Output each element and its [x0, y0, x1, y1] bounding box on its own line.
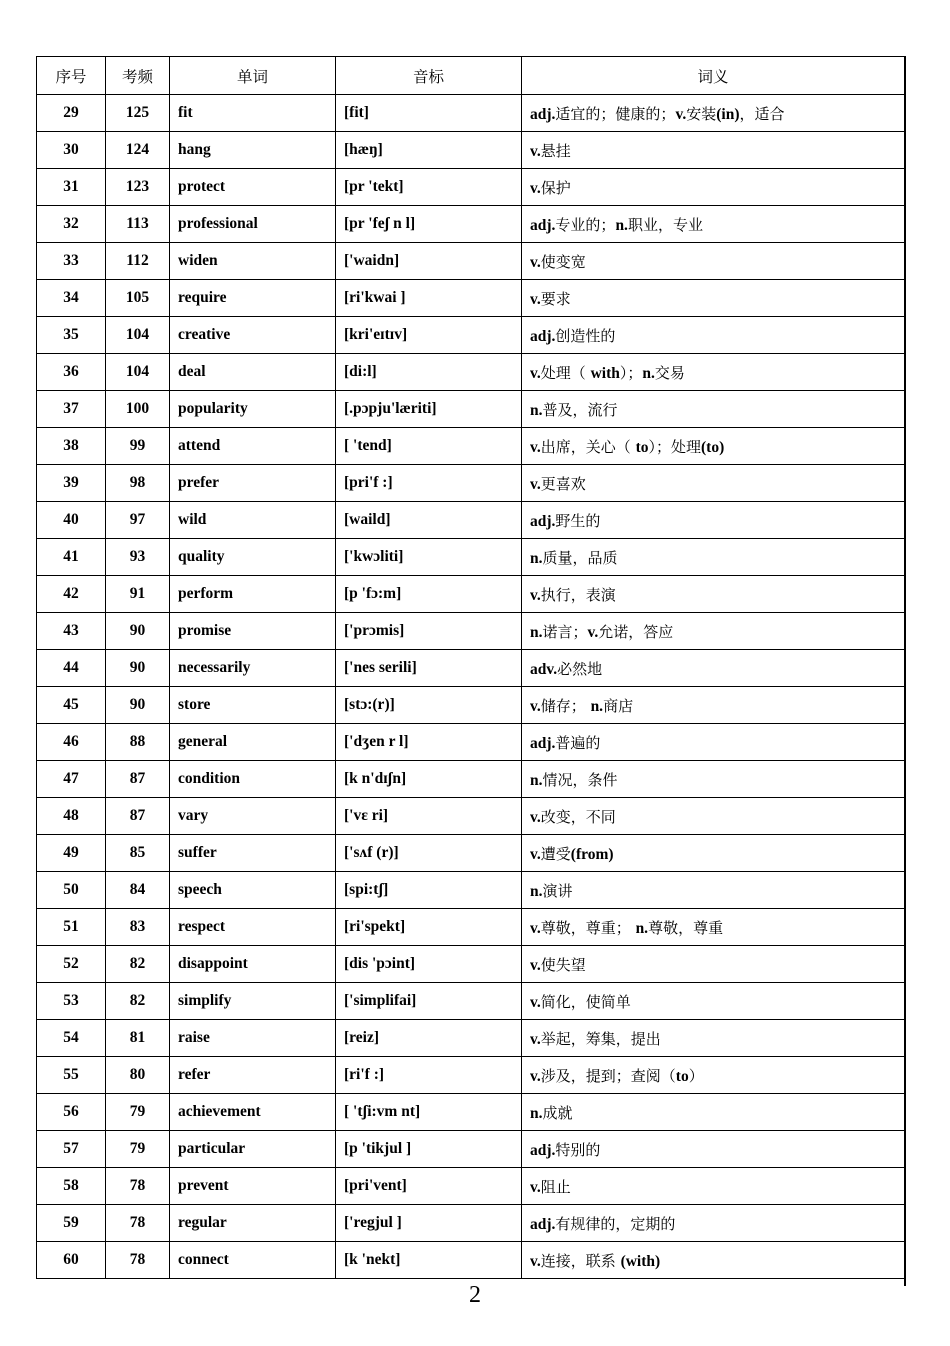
row-word: deal: [170, 354, 336, 391]
table-row: [37, 95, 905, 132]
part-of-speech: n.: [530, 882, 543, 900]
row-word: popularity: [170, 391, 336, 428]
row-index: 45: [37, 687, 106, 724]
row-phonetic: [fit]: [336, 95, 522, 132]
part-of-speech: n.: [530, 771, 543, 789]
row-word: simplify: [170, 983, 336, 1020]
definition-text: 成就: [542, 1103, 573, 1122]
table-row: [37, 946, 905, 983]
definition-text: 质量，品质: [542, 548, 618, 567]
row-index: 31: [37, 169, 106, 206]
row-definition: [522, 1242, 905, 1279]
row-index: 35: [37, 317, 106, 354]
definition-text: 必然地: [557, 659, 603, 678]
row-frequency: 93: [106, 539, 170, 576]
definition-latin-text: (in): [716, 105, 740, 123]
row-definition: [522, 576, 905, 613]
definition-text: 阻止: [540, 1177, 571, 1196]
row-frequency: 113: [106, 206, 170, 243]
definition-latin-text: with: [590, 364, 620, 382]
table-row: [37, 1242, 905, 1279]
row-index: 41: [37, 539, 106, 576]
row-word: speech: [170, 872, 336, 909]
row-index: 30: [37, 132, 106, 169]
part-of-speech: v.: [530, 142, 541, 160]
header-definition: 词义: [522, 57, 905, 95]
row-word: perform: [170, 576, 336, 613]
row-frequency: 105: [106, 280, 170, 317]
definition-text: 专业的；: [555, 215, 616, 234]
row-word: respect: [170, 909, 336, 946]
row-phonetic: [waild]: [336, 502, 522, 539]
row-phonetic: [p 'fɔ:m]: [336, 576, 522, 613]
row-definition: [522, 909, 905, 946]
row-definition: [522, 835, 905, 872]
definition-text: 情况，条件: [542, 770, 618, 789]
row-definition: [522, 465, 905, 502]
row-phonetic: [pr 'feʃ n l]: [336, 206, 522, 243]
definition-text: 普遍的: [555, 733, 601, 752]
row-word: regular: [170, 1205, 336, 1242]
definition-latin-text: to: [635, 438, 649, 456]
row-definition: [522, 539, 905, 576]
row-frequency: 85: [106, 835, 170, 872]
row-index: 56: [37, 1094, 106, 1131]
definition-latin-text: (from): [570, 845, 614, 863]
row-index: 47: [37, 761, 106, 798]
table-row: [37, 465, 905, 502]
header-index: 序号: [37, 57, 106, 95]
part-of-speech: v.: [530, 475, 541, 493]
row-word: suffer: [170, 835, 336, 872]
row-frequency: 100: [106, 391, 170, 428]
row-frequency: 82: [106, 983, 170, 1020]
row-definition: [522, 1205, 905, 1242]
row-frequency: 82: [106, 946, 170, 983]
row-frequency: 123: [106, 169, 170, 206]
definition-latin-text: (to): [701, 438, 725, 456]
row-word: achievement: [170, 1094, 336, 1131]
definition-text: 职业，专业: [627, 215, 703, 234]
part-of-speech: adj.: [530, 1215, 556, 1233]
row-phonetic: [di:l]: [336, 354, 522, 391]
row-word: quality: [170, 539, 336, 576]
part-of-speech: n.: [530, 1104, 543, 1122]
row-phonetic: [reiz]: [336, 1020, 522, 1057]
definition-text: ）；处理: [648, 437, 701, 456]
part-of-speech: v.: [530, 1178, 541, 1196]
definition-text: 创造性的: [555, 326, 616, 345]
row-definition: [522, 391, 905, 428]
table-header-row: [37, 57, 905, 95]
definition-text: 储存；: [540, 696, 591, 715]
row-frequency: 80: [106, 1057, 170, 1094]
vocabulary-table: [36, 56, 905, 1279]
part-of-speech: adj.: [530, 734, 556, 752]
table-row: [37, 909, 905, 946]
row-frequency: 78: [106, 1242, 170, 1279]
row-frequency: 78: [106, 1205, 170, 1242]
part-of-speech: n.: [590, 697, 604, 715]
row-frequency: 91: [106, 576, 170, 613]
row-index: 60: [37, 1242, 106, 1279]
row-index: 50: [37, 872, 106, 909]
part-of-speech: adj.: [530, 105, 556, 123]
row-index: 39: [37, 465, 106, 502]
row-index: 46: [37, 724, 106, 761]
row-phonetic: [pri'vent]: [336, 1168, 522, 1205]
row-index: 54: [37, 1020, 106, 1057]
definition-text: 普及，流行: [542, 400, 618, 419]
part-of-speech: v.: [530, 586, 541, 604]
row-word: professional: [170, 206, 336, 243]
table-row: [37, 391, 905, 428]
vocabulary-page: [36, 56, 904, 1279]
table-row: [37, 798, 905, 835]
row-word: vary: [170, 798, 336, 835]
part-of-speech: v.: [530, 1252, 541, 1270]
table-row: [37, 1094, 905, 1131]
table-row: [37, 317, 905, 354]
row-phonetic: [p 'tikjul ]: [336, 1131, 522, 1168]
definition-text: 改变，不同: [540, 807, 616, 826]
row-frequency: 97: [106, 502, 170, 539]
row-definition: [522, 317, 905, 354]
row-index: 44: [37, 650, 106, 687]
header-phonetic: 音标: [336, 57, 522, 95]
table-row: [37, 835, 905, 872]
definition-latin-text: to: [675, 1067, 689, 1085]
row-index: 48: [37, 798, 106, 835]
row-word: store: [170, 687, 336, 724]
table-row: [37, 169, 905, 206]
row-frequency: 90: [106, 687, 170, 724]
row-index: 34: [37, 280, 106, 317]
row-word: connect: [170, 1242, 336, 1279]
table-row: [37, 613, 905, 650]
table-row: [37, 1168, 905, 1205]
row-frequency: 112: [106, 243, 170, 280]
table-row: [37, 724, 905, 761]
part-of-speech: n.: [615, 216, 628, 234]
row-frequency: 124: [106, 132, 170, 169]
part-of-speech: v.: [530, 993, 541, 1011]
part-of-speech: v.: [530, 1067, 541, 1085]
row-definition: [522, 280, 905, 317]
part-of-speech: adv.: [530, 660, 558, 678]
definition-text: 使变宽: [540, 252, 586, 271]
table-row: [37, 354, 905, 391]
definition-text: 交易: [654, 363, 685, 382]
row-index: 32: [37, 206, 106, 243]
table-row: [37, 576, 905, 613]
row-definition: [522, 1094, 905, 1131]
row-phonetic: ['sʌf (r)]: [336, 835, 522, 872]
row-index: 49: [37, 835, 106, 872]
definition-text: 举起，筹集，提出: [540, 1029, 661, 1048]
right-border-line: [904, 56, 906, 1286]
part-of-speech: adj.: [530, 216, 556, 234]
row-index: 57: [37, 1131, 106, 1168]
header-frequency: 考频: [106, 57, 170, 95]
row-word: particular: [170, 1131, 336, 1168]
row-index: 38: [37, 428, 106, 465]
row-index: 37: [37, 391, 106, 428]
definition-text: 涉及，提到；查阅（: [540, 1066, 676, 1085]
definition-text: 更喜欢: [540, 474, 586, 493]
page-number: 2: [469, 1282, 481, 1308]
row-phonetic: [.pɔpju'læriti]: [336, 391, 522, 428]
part-of-speech: v.: [530, 438, 541, 456]
header-word: 单词: [170, 57, 336, 95]
row-phonetic: [kri'eɪtɪv]: [336, 317, 522, 354]
row-definition: [522, 1168, 905, 1205]
definition-text: 保护: [540, 178, 571, 197]
table-row: [37, 1057, 905, 1094]
row-phonetic: ['simplifai]: [336, 983, 522, 1020]
row-index: 55: [37, 1057, 106, 1094]
part-of-speech: v.: [530, 697, 541, 715]
row-definition: [522, 983, 905, 1020]
row-phonetic: [stɔ:(r)]: [336, 687, 522, 724]
row-word: require: [170, 280, 336, 317]
row-frequency: 98: [106, 465, 170, 502]
part-of-speech: v.: [530, 364, 541, 382]
definition-text: 处理（: [540, 363, 591, 382]
row-word: promise: [170, 613, 336, 650]
definition-text: 演讲: [542, 881, 573, 900]
part-of-speech: v.: [675, 105, 687, 123]
table-row: [37, 206, 905, 243]
row-index: 58: [37, 1168, 106, 1205]
row-word: general: [170, 724, 336, 761]
definition-text: 有规律的，定期的: [555, 1214, 676, 1233]
row-phonetic: [pr 'tekt]: [336, 169, 522, 206]
row-frequency: 125: [106, 95, 170, 132]
row-definition: [522, 1020, 905, 1057]
definition-text: 允诺，答应: [598, 622, 674, 641]
definition-text: 要求: [540, 289, 571, 308]
table-row: [37, 428, 905, 465]
row-index: 53: [37, 983, 106, 1020]
part-of-speech: v.: [530, 919, 541, 937]
row-phonetic: [ri'f :]: [336, 1057, 522, 1094]
row-phonetic: [spi:tʃ]: [336, 872, 522, 909]
definition-text: 特别的: [555, 1140, 601, 1159]
row-frequency: 78: [106, 1168, 170, 1205]
row-word: condition: [170, 761, 336, 798]
row-phonetic: ['kwɔliti]: [336, 539, 522, 576]
part-of-speech: n.: [530, 549, 543, 567]
definition-text: 使失望: [540, 955, 586, 974]
definition-text: ）；: [619, 363, 643, 382]
table-row: [37, 983, 905, 1020]
row-phonetic: ['nes serili]: [336, 650, 522, 687]
part-of-speech: v.: [530, 956, 541, 974]
row-definition: [522, 354, 905, 391]
row-definition: [522, 724, 905, 761]
definition-text: 野生的: [555, 511, 601, 530]
part-of-speech: v.: [530, 253, 541, 271]
table-row: [37, 280, 905, 317]
row-phonetic: [ 'tend]: [336, 428, 522, 465]
row-index: 52: [37, 946, 106, 983]
row-frequency: 104: [106, 317, 170, 354]
definition-text: ，适合: [739, 104, 785, 123]
row-index: 42: [37, 576, 106, 613]
definition-text: 诺言；: [542, 622, 588, 641]
definition-text: 遭受: [540, 844, 571, 863]
part-of-speech: adj.: [530, 327, 556, 345]
row-definition: [522, 1057, 905, 1094]
row-frequency: 84: [106, 872, 170, 909]
row-index: 36: [37, 354, 106, 391]
row-definition: [522, 243, 905, 280]
row-phonetic: ['waidn]: [336, 243, 522, 280]
part-of-speech: v.: [530, 290, 541, 308]
row-word: necessarily: [170, 650, 336, 687]
definition-latin-text: (with): [620, 1252, 661, 1270]
row-frequency: 81: [106, 1020, 170, 1057]
row-word: disappoint: [170, 946, 336, 983]
row-phonetic: [dis 'pɔint]: [336, 946, 522, 983]
row-definition: [522, 95, 905, 132]
row-frequency: 79: [106, 1131, 170, 1168]
table-row: [37, 539, 905, 576]
row-frequency: 87: [106, 798, 170, 835]
row-frequency: 90: [106, 613, 170, 650]
row-phonetic: ['prɔmis]: [336, 613, 522, 650]
row-frequency: 83: [106, 909, 170, 946]
table-row: [37, 687, 905, 724]
table-row: [37, 872, 905, 909]
row-definition: [522, 613, 905, 650]
part-of-speech: v.: [530, 845, 541, 863]
row-word: fit: [170, 95, 336, 132]
row-word: hang: [170, 132, 336, 169]
row-index: 29: [37, 95, 106, 132]
row-frequency: 104: [106, 354, 170, 391]
row-word: widen: [170, 243, 336, 280]
part-of-speech: n.: [635, 919, 649, 937]
row-phonetic: [hæŋ]: [336, 132, 522, 169]
row-definition: [522, 872, 905, 909]
row-frequency: 87: [106, 761, 170, 798]
row-phonetic: ['dʒen r l]: [336, 724, 522, 761]
row-word: protect: [170, 169, 336, 206]
row-definition: [522, 502, 905, 539]
row-phonetic: [ri'spekt]: [336, 909, 522, 946]
row-index: 33: [37, 243, 106, 280]
row-index: 59: [37, 1205, 106, 1242]
table-row: [37, 243, 905, 280]
definition-text: 出席，关心（: [540, 437, 636, 456]
row-definition: [522, 132, 905, 169]
row-word: creative: [170, 317, 336, 354]
row-phonetic: [k 'nekt]: [336, 1242, 522, 1279]
definition-text: 连接，联系: [540, 1251, 621, 1270]
row-frequency: 88: [106, 724, 170, 761]
table-row: [37, 761, 905, 798]
part-of-speech: n.: [642, 364, 655, 382]
row-index: 51: [37, 909, 106, 946]
definition-text: 适宜的；健康的；: [555, 104, 676, 123]
table-row: [37, 1020, 905, 1057]
definition-text: 简化，使简单: [540, 992, 631, 1011]
row-definition: [522, 946, 905, 983]
row-word: wild: [170, 502, 336, 539]
part-of-speech: adj.: [530, 1141, 556, 1159]
row-word: prefer: [170, 465, 336, 502]
row-definition: [522, 428, 905, 465]
row-phonetic: [pri'f :]: [336, 465, 522, 502]
table-row: [37, 650, 905, 687]
row-word: refer: [170, 1057, 336, 1094]
definition-text: 尊敬，尊重: [648, 918, 724, 937]
row-phonetic: [ 'tʃi:vm nt]: [336, 1094, 522, 1131]
part-of-speech: v.: [587, 623, 599, 641]
row-phonetic: [ri'kwai ]: [336, 280, 522, 317]
row-definition: [522, 1131, 905, 1168]
part-of-speech: n.: [530, 623, 543, 641]
part-of-speech: adj.: [530, 512, 556, 530]
row-definition: [522, 687, 905, 724]
definition-text: 尊敬，尊重；: [540, 918, 636, 937]
row-definition: [522, 650, 905, 687]
table-row: [37, 132, 905, 169]
table-row: [37, 1131, 905, 1168]
definition-text: 悬挂: [540, 141, 571, 160]
table-row: [37, 1205, 905, 1242]
row-definition: [522, 206, 905, 243]
definition-text: 执行，表演: [540, 585, 616, 604]
row-phonetic: ['regjul ]: [336, 1205, 522, 1242]
definition-text: ）: [688, 1066, 704, 1085]
row-definition: [522, 798, 905, 835]
row-definition: [522, 761, 905, 798]
row-word: prevent: [170, 1168, 336, 1205]
row-frequency: 99: [106, 428, 170, 465]
definition-text: 商店: [603, 696, 634, 715]
row-frequency: 90: [106, 650, 170, 687]
table-body: [37, 95, 905, 1279]
row-word: raise: [170, 1020, 336, 1057]
row-definition: [522, 169, 905, 206]
part-of-speech: v.: [530, 1030, 541, 1048]
table-row: [37, 502, 905, 539]
part-of-speech: v.: [530, 179, 541, 197]
row-frequency: 79: [106, 1094, 170, 1131]
part-of-speech: v.: [530, 808, 541, 826]
definition-text: 安装: [686, 104, 717, 123]
row-phonetic: ['vɛ ri]: [336, 798, 522, 835]
row-index: 40: [37, 502, 106, 539]
row-word: attend: [170, 428, 336, 465]
part-of-speech: n.: [530, 401, 543, 419]
row-phonetic: [k n'dɪʃn]: [336, 761, 522, 798]
row-index: 43: [37, 613, 106, 650]
